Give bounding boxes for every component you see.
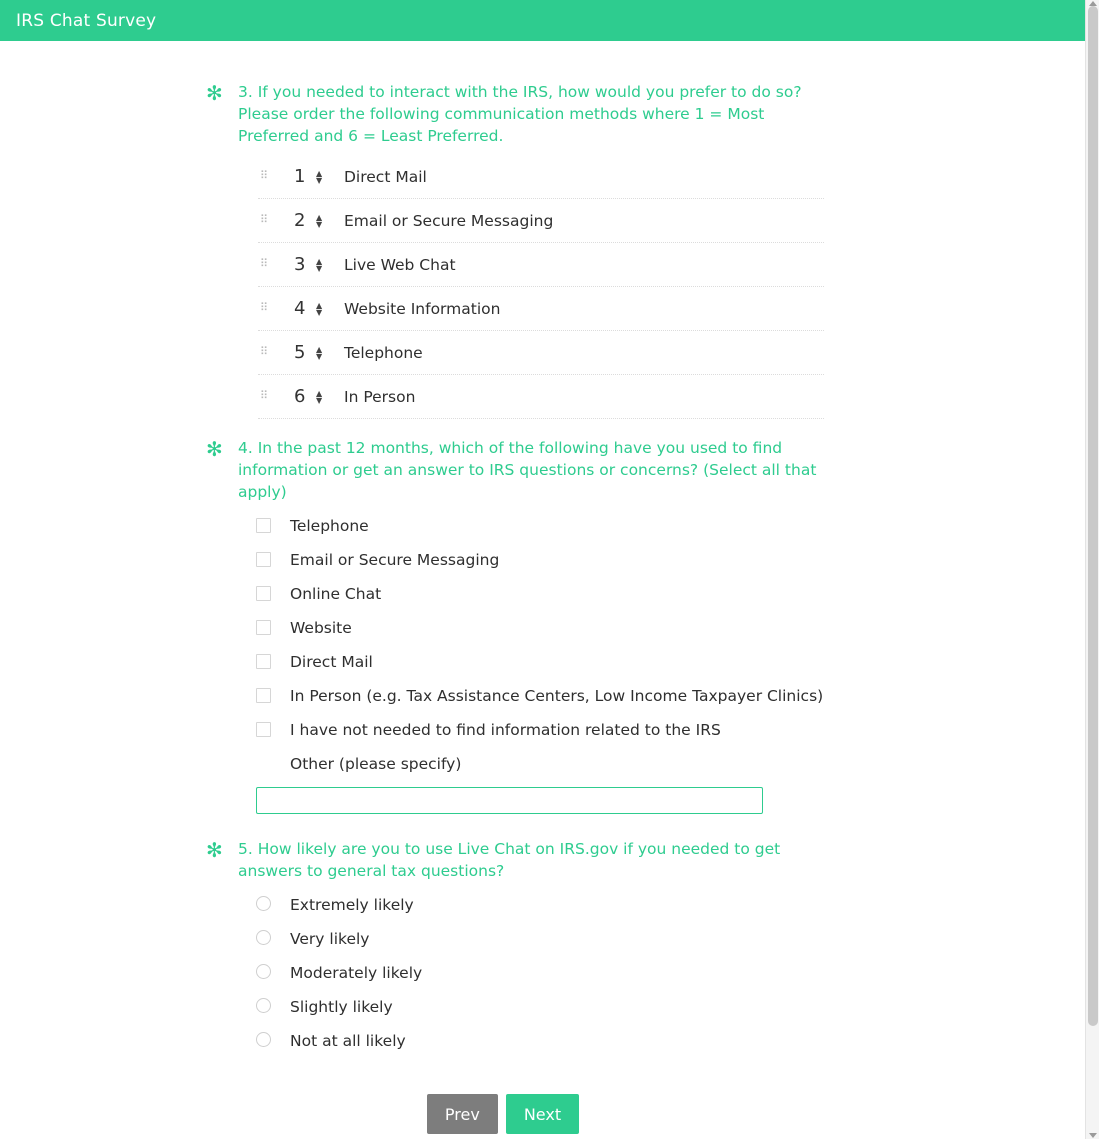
spinner-icon[interactable] bbox=[316, 170, 322, 184]
radio-option[interactable] bbox=[222, 888, 862, 922]
checkbox-icon[interactable] bbox=[256, 722, 271, 737]
checkbox-option[interactable] bbox=[222, 645, 862, 679]
checkbox-option[interactable] bbox=[222, 543, 862, 577]
checkbox-label: Online Chat bbox=[290, 585, 382, 603]
checkbox-label: Website bbox=[290, 619, 352, 637]
prev-button[interactable]: Prev bbox=[427, 1094, 498, 1134]
radio-icon[interactable] bbox=[256, 964, 271, 979]
required-asterisk-icon: ✻ bbox=[206, 838, 223, 862]
checkbox-icon[interactable] bbox=[256, 620, 271, 635]
spinner-down-icon[interactable]: ▼ bbox=[316, 351, 323, 361]
app-header bbox=[0, 0, 1085, 41]
drag-handle-icon[interactable]: ⠿ bbox=[260, 212, 270, 226]
rank-value: 2 bbox=[294, 209, 306, 231]
rank-stepper[interactable] bbox=[294, 211, 338, 231]
survey-scroll-area[interactable] bbox=[0, 41, 1085, 1139]
checkbox-icon[interactable] bbox=[256, 654, 271, 669]
radio-label: Moderately likely bbox=[290, 964, 423, 982]
checkbox-label: Email or Secure Messaging bbox=[290, 551, 500, 569]
spinner-up-icon[interactable]: ▲ bbox=[316, 300, 323, 310]
spinner-down-icon[interactable]: ▼ bbox=[316, 219, 323, 229]
question-5-text: 5. How likely are you to use Live Chat on IRS.gov if you needed to get answers to general tax questions? bbox=[238, 840, 781, 880]
spinner-up-icon[interactable]: ▲ bbox=[316, 344, 323, 354]
checkbox-option[interactable] bbox=[222, 509, 862, 543]
radio-icon[interactable] bbox=[256, 896, 271, 911]
rank-stepper[interactable] bbox=[294, 343, 338, 363]
radio-label: Extremely likely bbox=[290, 896, 414, 914]
radio-option[interactable] bbox=[222, 1024, 862, 1058]
spinner-up-icon[interactable]: ▲ bbox=[316, 256, 323, 266]
page-title: IRS Chat Survey bbox=[16, 10, 157, 31]
spinner-icon[interactable] bbox=[316, 258, 322, 272]
drag-handle-icon[interactable]: ⠿ bbox=[260, 300, 270, 314]
checkbox-icon[interactable] bbox=[256, 586, 271, 601]
rank-stepper[interactable] bbox=[294, 299, 338, 319]
radio-label: Slightly likely bbox=[290, 998, 393, 1016]
ranking-item-label: Direct Mail bbox=[344, 167, 427, 186]
ranking-row[interactable] bbox=[222, 375, 862, 418]
rank-value: 1 bbox=[294, 165, 306, 187]
other-specify-input[interactable] bbox=[256, 787, 763, 814]
drag-handle-icon[interactable]: ⠿ bbox=[260, 168, 270, 182]
ranking-item-label: Telephone bbox=[344, 343, 423, 362]
checkbox-option[interactable] bbox=[222, 713, 862, 747]
required-asterisk-icon: ✻ bbox=[206, 437, 223, 461]
divider bbox=[258, 418, 824, 419]
radio-label: Not at all likely bbox=[290, 1032, 406, 1050]
rank-stepper[interactable] bbox=[294, 387, 338, 407]
question-5 bbox=[206, 838, 862, 1058]
checkbox-option[interactable] bbox=[222, 611, 862, 645]
spinner-down-icon[interactable]: ▼ bbox=[316, 307, 323, 317]
drag-handle-icon[interactable]: ⠿ bbox=[260, 256, 270, 270]
ranking-item-label: Website Information bbox=[344, 299, 501, 318]
spinner-down-icon[interactable]: ▼ bbox=[316, 263, 323, 273]
next-button[interactable]: Next bbox=[506, 1094, 579, 1134]
ranking-row[interactable] bbox=[222, 287, 862, 330]
ranking-row[interactable] bbox=[222, 331, 862, 374]
spinner-icon[interactable] bbox=[316, 346, 322, 360]
ranking-row[interactable] bbox=[222, 243, 862, 286]
spinner-icon[interactable] bbox=[316, 214, 322, 228]
question-4-text: 4. In the past 12 months, which of the following have you used to find information or get an answer to IRS questions or concerns? (Select all that apply) bbox=[238, 439, 817, 501]
checkbox-label: Telephone bbox=[290, 517, 369, 535]
spinner-up-icon[interactable]: ▲ bbox=[316, 212, 323, 222]
ranking-row[interactable] bbox=[222, 199, 862, 242]
checkbox-option-other[interactable] bbox=[222, 747, 862, 781]
rank-value: 6 bbox=[294, 385, 306, 407]
radio-icon[interactable] bbox=[256, 1032, 271, 1047]
scroll-down-arrow-icon[interactable] bbox=[1089, 1133, 1097, 1138]
ranking-item-label: In Person bbox=[344, 387, 416, 406]
spinner-down-icon[interactable]: ▼ bbox=[316, 175, 323, 185]
spinner-down-icon[interactable]: ▼ bbox=[316, 395, 323, 405]
radio-label: Very likely bbox=[290, 930, 370, 948]
radio-option[interactable] bbox=[222, 956, 862, 990]
vertical-scrollbar[interactable] bbox=[1085, 0, 1099, 1139]
checkbox-label: Direct Mail bbox=[290, 653, 373, 671]
rank-value: 5 bbox=[294, 341, 306, 363]
question-3 bbox=[206, 81, 862, 419]
scrollbar-thumb[interactable] bbox=[1088, 6, 1098, 1026]
checkbox-icon[interactable] bbox=[256, 552, 271, 567]
radio-icon[interactable] bbox=[256, 930, 271, 945]
checkbox-icon[interactable] bbox=[256, 756, 271, 771]
rank-value: 3 bbox=[294, 253, 306, 275]
checkbox-label: I have not needed to find information related to the IRS bbox=[290, 721, 721, 739]
radio-icon[interactable] bbox=[256, 998, 271, 1013]
checkbox-list-q4 bbox=[222, 509, 862, 781]
rank-value: 4 bbox=[294, 297, 306, 319]
rank-stepper[interactable] bbox=[294, 167, 338, 187]
ranking-item-label: Live Web Chat bbox=[344, 255, 456, 274]
checkbox-label: Other (please specify) bbox=[290, 755, 462, 773]
radio-option[interactable] bbox=[222, 922, 862, 956]
question-4 bbox=[206, 437, 862, 814]
question-3-text: 3. If you needed to interact with the IRS, how would you prefer to do so? Please order the following communication methods where 1 = Most Preferred and 6 = Least Preferred. bbox=[238, 83, 802, 145]
ranking-row[interactable] bbox=[222, 155, 862, 198]
survey-nav bbox=[144, 1094, 862, 1134]
checkbox-icon[interactable] bbox=[256, 518, 271, 533]
rank-stepper[interactable] bbox=[294, 255, 338, 275]
required-asterisk-icon: ✻ bbox=[206, 81, 223, 105]
checkbox-icon[interactable] bbox=[256, 688, 271, 703]
spinner-icon[interactable] bbox=[316, 390, 322, 404]
checkbox-option[interactable] bbox=[222, 577, 862, 611]
checkbox-label: In Person (e.g. Tax Assistance Centers, Low Income Taxpayer Clinics) bbox=[290, 687, 824, 705]
survey-form bbox=[206, 41, 862, 1134]
ranking-item-label: Email or Secure Messaging bbox=[344, 211, 554, 230]
spinner-icon[interactable] bbox=[316, 302, 322, 316]
radio-option[interactable] bbox=[222, 990, 862, 1024]
spinner-up-icon[interactable]: ▲ bbox=[316, 168, 323, 178]
drag-handle-icon[interactable]: ⠿ bbox=[260, 388, 270, 402]
drag-handle-icon[interactable]: ⠿ bbox=[260, 344, 270, 358]
radio-list-q5 bbox=[222, 888, 862, 1058]
spinner-up-icon[interactable]: ▲ bbox=[316, 388, 323, 398]
checkbox-option[interactable] bbox=[222, 679, 862, 713]
ranking-list-q3 bbox=[222, 155, 862, 419]
